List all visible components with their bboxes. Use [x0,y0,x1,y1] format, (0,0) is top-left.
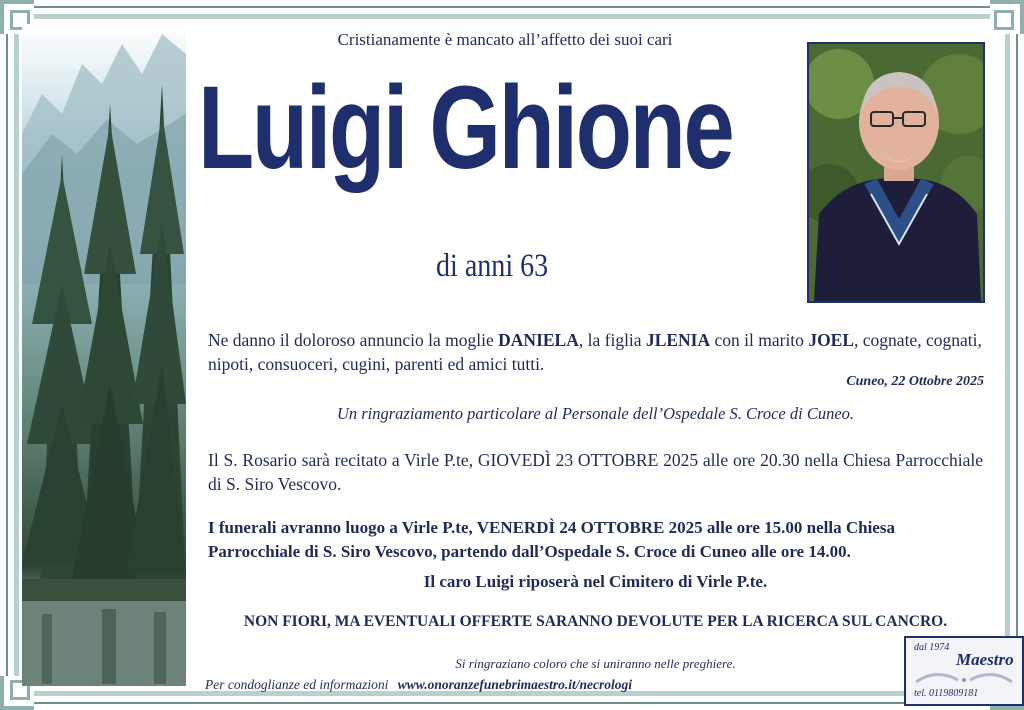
announcement-mid2: con il marito [710,330,809,350]
contact-line [205,677,632,693]
wife-name: DANIELA [498,330,579,350]
son-in-law-name: JOEL [808,330,855,350]
flowers-notice: NON FIORI, MA EVENTUALI OFFERTE SARANNO DEVOLUTE PER LA RICERCA SUL CANCRO. [243,613,948,630]
deceased-name: Luigi Ghione [198,62,733,194]
announcement-mid1: , la figlia [578,330,646,350]
contact-url-link[interactable]: www.onoranzefunebrimaestro.it/necrologi [397,677,633,692]
cemetery-text: Il caro Luigi riposerà nel Cimitero di Virle P.te. [423,572,768,591]
logo-brand: Maestro [956,650,1014,669]
funeral-text: I funerali avranno luogo a Virle P.te, VENERDÌ 24 OTTOBRE 2025 alle ore 15.00 nella Chiesa Parrocchiale di S. Siro Vescovo, partendo dall’Ospedale S. Croce di Cuneo alle ore 14.00. [208,518,895,561]
logo-since: dal 1974 [914,642,950,653]
deceased-age: di anni 63 [436,248,549,284]
intro-text: Cristianamente è mancato all’affetto dei suoi cari [337,30,673,49]
portrait-photo [807,42,985,303]
rosary-text: Il S. Rosario sarà recitato a Virle P.te, GIOVEDÌ 23 OTTOBRE 2025 alle ore 20.30 nella Chiesa Parrocchiale di S. Siro Vescovo. [208,450,983,494]
thanks-text: Un ringraziamento particolare al Personale dell’Ospedale S. Croce di Cuneo. [336,404,855,423]
forest-lake-image [22,24,186,686]
daughter-name: JLENIA [645,330,711,350]
corner-ornament-top-right [990,0,1024,34]
announcement-prefix: Ne danno il doloroso annuncio la moglie [208,330,499,350]
closing-text: Si ringraziano coloro che si uniranno nelle preghiere. [455,656,736,671]
funeral-home-logo [904,636,1024,706]
announcement-text [208,328,983,376]
logo-phone: tel. 0119809181 [914,688,979,699]
contact-label: Per condoglianze ed informazioni [205,677,389,692]
announcement-suffix: , cognate, cognati, nipoti, consuoceri, cugini, parenti ed amici tutti. [208,330,982,374]
place-date: Cuneo, 22 Ottobre 2025 [846,374,984,389]
